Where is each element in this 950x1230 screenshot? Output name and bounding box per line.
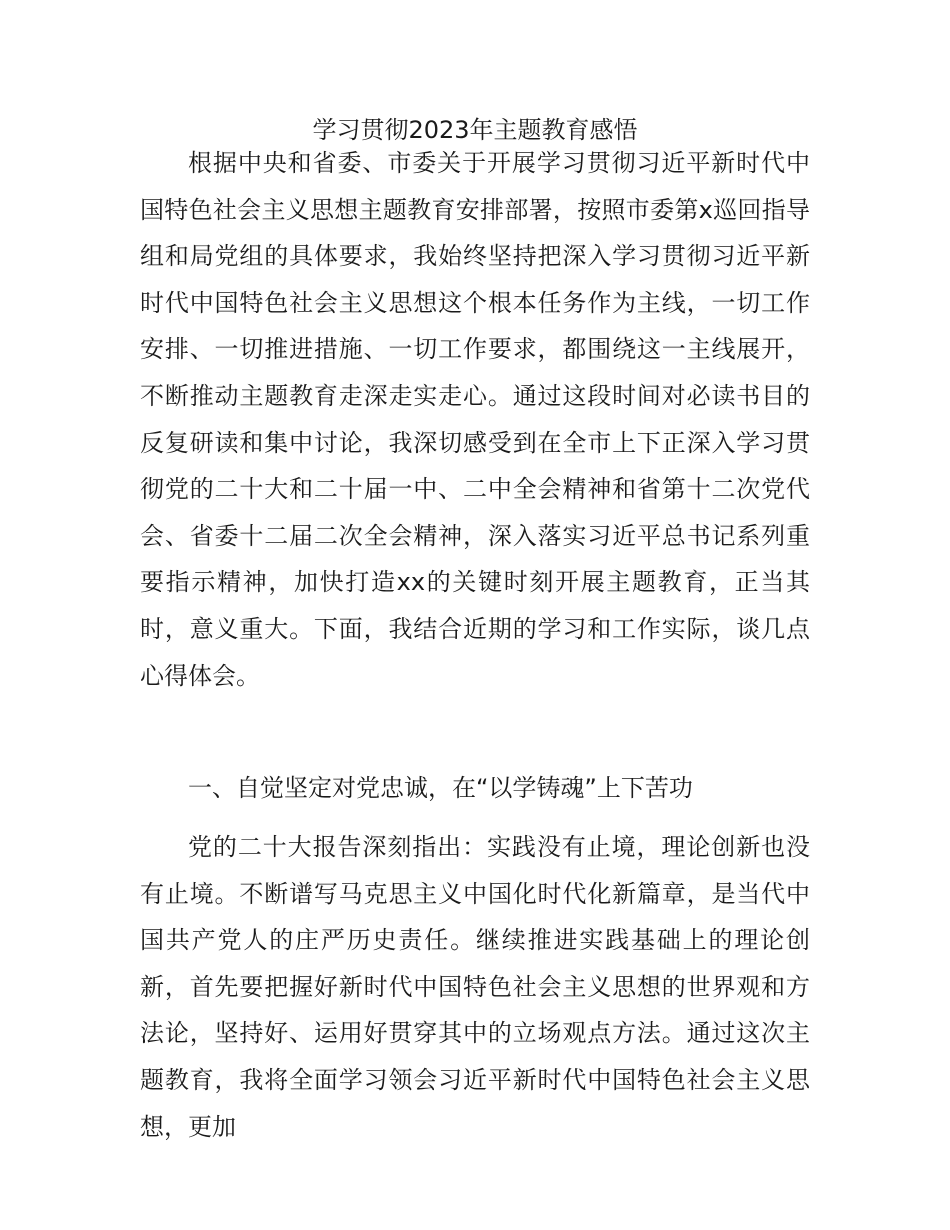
section-1-paragraph: 党的二十大报告深刻指出：实践没有止境，理论创新也没有止境。不断谱写马克思主义中国化时代化新篇章，是当代中国共产党人的庄严历史责任。继续推进实践基础上的理论创新，首先要把握好新时代中国特色社会主义思想的世界观和方法论，坚持好、运用好贯穿其中的立场观点方法。通过这次主题教育，我将全面学习领会习近平新时代中国特色社会主义思想，更加	[140, 833, 810, 1141]
intro-paragraph: 根据中央和省委、市委关于开展学习贯彻习近平新时代中国特色社会主义思想主题教育安排部署，按照市委第x巡回指导组和局党组的具体要求，我始终坚持把深入学习贯彻习近平新时代中国特色社会主义思想这个根本任务作为主线，一切工作安排、一切推进措施、一切工作要求，都围绕这一主线展开，不断推动主题教育走深走实走心。通过这段时间对必读书目的反复研读和集中讨论，我深切感受到在全市上下正深入学习贯彻党的二十大和二十届一中、二中全会精神和省第十二次党代会、省委十二届二次全会精神，深入落实习近平总书记系列重要指示精神，加快打造xx的关键时刻开展主题教育，正当其时，意义重大。下面，我结合近期的学习和工作实际，谈几点心得体会。	[140, 149, 810, 690]
document-title: 学习贯彻2023年主题教育感悟	[312, 116, 638, 144]
section-heading-1: 一、自觉坚定对党忠诚，在“以学铸魂”上下苦功	[188, 774, 693, 802]
